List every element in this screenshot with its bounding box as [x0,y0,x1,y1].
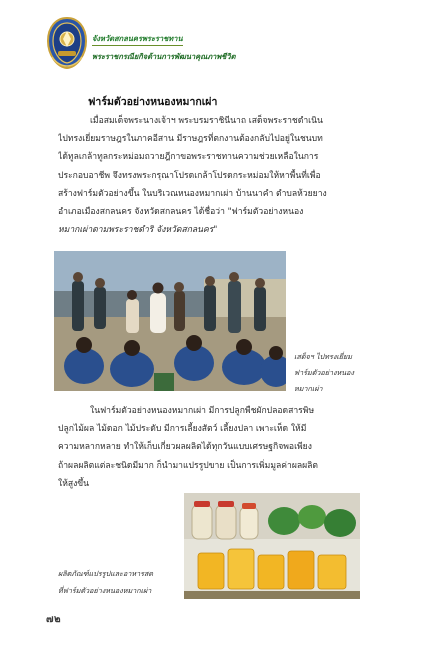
paragraph-line: ประกอบอาชีพ จึงทรงพระกรุณาโปรดเกล้าโปรดกระหม่อมให้หาพื้นที่เพื่อ [58,170,321,181]
running-header [92,31,322,63]
photo-illustration [54,251,286,391]
paragraph-line: ไปทรงเยี่ยมราษฎรในภาคอีสาน มีราษฎรที่ตกงานต้องกลับไปอยู่ในชนบท [58,134,323,145]
paragraph-line: ความหลากหลาย ทำให้เก็บเกี่ยวผลผลิตได้ทุกวันแบบเศรษฐกิจพอเพียง [58,442,312,453]
caption-line: ฟาร์มตัวอย่างหนอง [294,368,354,377]
paragraph-line: ให้สูงขึ้น [58,478,90,489]
paragraph-line: หมากเผ่าตามพระราชดำริ จังหวัดสกลนคร" [58,225,218,236]
body-paragraph-1 [58,112,388,239]
farm-products-photo [184,493,360,599]
paragraph-line: สร้างฟาร์มตัวอย่างขึ้น ในบริเวณหนองหมากเผ่า บ้านนาคำ ตำบลห้วยยาง [58,188,327,199]
photo-caption [294,349,384,397]
paragraph-line: ได้ทูลเกล้าทูลกระหม่อมถวายฎีกาขอพระราชทานความช่วยเหลือในการ [58,152,319,163]
section-heading: ฟาร์มตัวอย่างหนองหมากเผ่า [88,96,218,108]
header-title: จังหวัดสกลนครพระราชทาน [92,32,183,46]
photo-caption [58,565,188,599]
royal-visit-photo [54,251,286,391]
royal-emblem-icon [46,17,88,69]
caption-line: ผลิตภัณฑ์แปรรูปและอาหารสด [58,569,154,578]
header-subtitle: พระราชกรณียกิจด้านการพัฒนาคุณภาพชีวิต [92,52,236,61]
caption-line: ที่ฟาร์มตัวอย่างหนองหมากเผ่า [58,586,152,595]
caption-line: เสด็จฯ ไปทรงเยี่ยม [294,352,352,361]
paragraph-line: อำเภอเมืองสกลนคร จังหวัดสกลนคร ได้ชื่อว่า "ฟาร์มตัวอย่างหนอง [58,207,304,218]
caption-line: หมากเผ่า [294,384,323,393]
paragraph-line: ในฟาร์มตัวอย่างหนองหมากเผ่า มีการปลูกพืชผักปลอดสารพิษ [90,406,315,416]
paragraph-line: ถ้าผลผลิตแต่ละชนิดมีมาก ก็นำมาแปรรูปขาย เป็นการเพิ่มมูลค่าผลผลิต [58,460,319,471]
photo-illustration [184,493,360,599]
page-number: ๗๒ [46,614,62,625]
paragraph-line: ปลูกไม้ผล ไม้ดอก ไม้ประดับ มีการเลี้ยงสัตว์ เลี้ยงปลา เพาะเห็ด ให้มี [58,424,307,435]
body-paragraph-2 [58,402,388,493]
paragraph-line: เมื่อสมเด็จพระนางเจ้าฯ พระบรมราชินีนาถ เสด็จพระราชดำเนิน [90,116,323,126]
